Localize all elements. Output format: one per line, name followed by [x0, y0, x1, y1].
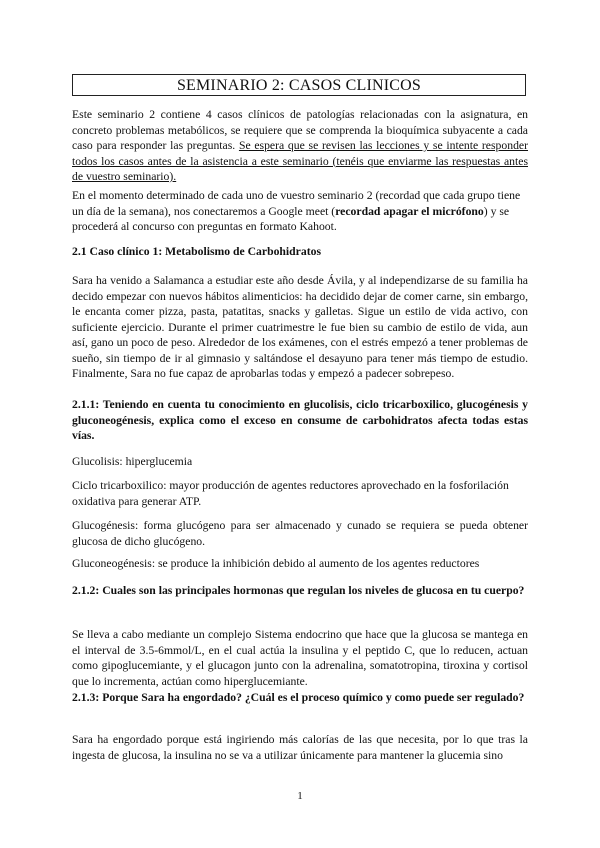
intro-text-a: En el momento determinado de cada uno de vuestro seminario 2 (recordad que cada grupo tiene un día de la semana), nos conectaremos a Google meet (	[72, 189, 521, 218]
answer-212: Se lleva a cabo mediante un complejo Sistema endocrino que hace que la glucosa se mantega en el interval de 3.5-6mmol/L, en el cual actúa la insulina y el peptido C, que lo reducen, actuan como gipoglucemiante, y el glucagon junto con la adrenalina, somatotropina, tiroxina y cortisol que lo incrementa, actúan como hiperglucemiante.	[72, 628, 528, 688]
answer-213: Sara ha engordado porque está ingiriendo más calorías de las que necesita, por lo que tras la ingesta de glucosa, la insulina no se va a utilizar únicamente para mantener la glucemia sino	[72, 733, 528, 762]
intro-underlined-text: Se espera que se revisen las lecciones y se intente responder todos los casos antes de la asistencia a este seminario (tenéis que enviarme las respuestas antes de vuestro seminario).	[72, 139, 529, 183]
answer-glucolisis: Glucolisis: hiperglucemia	[72, 455, 193, 468]
intro-text: Este seminario 2 contiene 4 casos clínicos de patologías relacionadas con la asignatura, en concreto problemas metabólicos, se requiere que se comprenda la bioquímica subyacente a cada caso para responder las preguntas.	[72, 108, 528, 152]
question-heading-213: 2.1.3: Porque Sara ha engordado? ¿Cuál es el proceso químico y como puede ser regulado?	[72, 691, 525, 704]
answer-glucogenesis: Glucogénesis: forma glucógeno para ser almacenado y cunado se requiera se pueda obtener glucosa de dicho glucógeno.	[72, 519, 528, 548]
case-description: Sara ha venido a Salamanca a estudiar este año desde Ávila, y al independizarse de su familia ha decido empezar con nuevos hábitos alimenticios: ha decidido dejar de comer carne, sin embargo, le encanta comer pizza, pasta, patatitas, snacks y galletas. Sigue un estilo de vida activo, con suficiente ejercicio. Durante el primer cuatrimestre le fue bien su cambio de estilo de vida, aun así, gano un poco de peso. Alrededor de los exámenes, con el estrés empezó a tener problemas de sueño, sin tiempo de ir al gimnasio y saltándose el desayuno para tener más tiempo de estudio. Finalmente, Sara no fue capaz de aprobarlas todas y empezó a padecer sobrepeso.	[72, 274, 528, 380]
page-number: 1	[297, 790, 303, 802]
section-heading: 2.1 Caso clínico 1: Metabolismo de Carbohidratos	[72, 245, 321, 258]
intro-text-b: ) y se procederá al concurso con preguntas en formato Kahoot.	[72, 204, 510, 233]
question-heading-211: 2.1.1: Teniendo en cuenta tu conocimiento en glucolisis, ciclo tricarboxilico, glucogénesis y gluconeogénesis, explica como el exceso en consume de carbohidratos afecta todas estas vías.	[72, 398, 528, 442]
intro-paragraph-1	[72, 107, 528, 185]
question-heading-212: 2.1.2: Cuales son las principales hormonas que regulan los niveles de glucosa en tu cuerpo?	[72, 584, 525, 597]
intro-paragraph-2	[72, 188, 528, 235]
answer-ciclo-tricarboxilico: Ciclo tricarboxilico: mayor producción de agentes reductores aprovechado en la fosforilación oxidativa para generar ATP.	[72, 479, 509, 508]
answer-gluconeogenesis: Gluconeogénesis: se produce la inhibición debido al aumento de los agentes reductores	[72, 557, 480, 570]
intro-bold-text: recordad apagar el micrófono	[335, 204, 484, 218]
page-title: SEMINARIO 2: CASOS CLINICOS	[72, 74, 526, 96]
